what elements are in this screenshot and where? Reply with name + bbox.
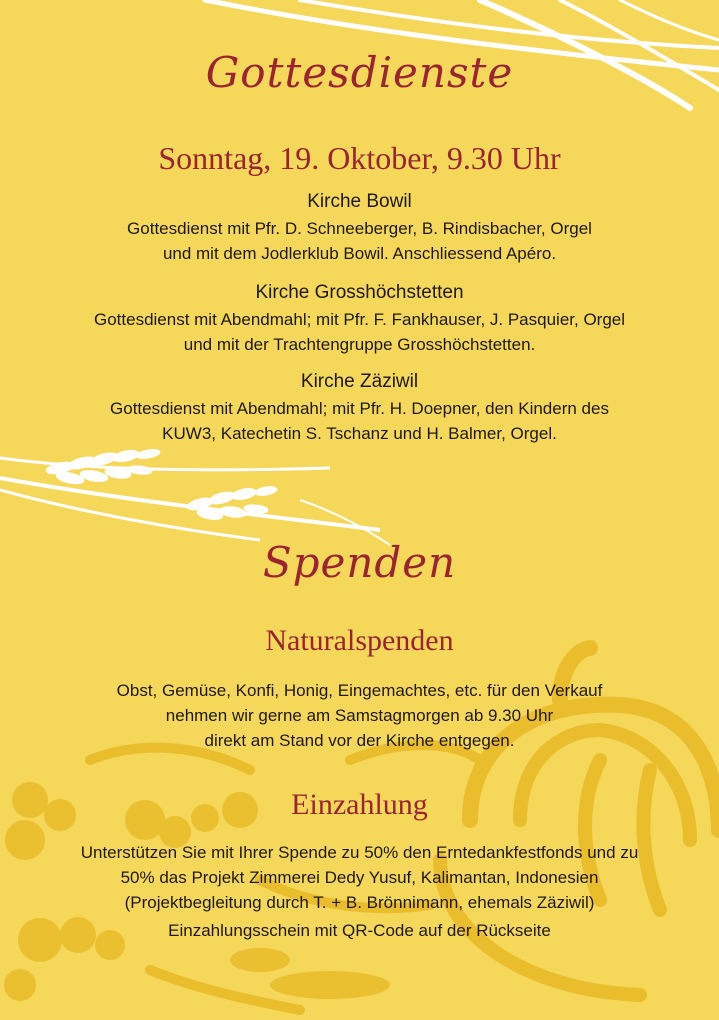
church-detail-line: KUW3, Katechetin S. Tschanz und H. Balmer, Orgel.	[162, 424, 557, 443]
church-name: Kirche Zäziwil	[300, 371, 419, 392]
church-detail-line: Gottesdienst mit Abendmahl; mit Pfr. H. Doepner, den Kindern des	[110, 399, 609, 418]
church-block-zaeziwil	[0, 370, 719, 446]
church-detail-line: und mit dem Jodlerklub Bowil. Anschliessend Apéro.	[162, 244, 557, 263]
church-detail-line: und mit der Trachtengruppe Grosshöchstetten.	[183, 335, 536, 354]
natural-donations-title: Naturalspenden	[265, 624, 454, 657]
natural-donations-line: nehmen wir gerne am Samstagmorgen ab 9.30 Uhr	[165, 706, 554, 725]
church-detail-line: Gottesdienst mit Pfr. D. Schneeberger, B. Rindisbacher, Orgel	[127, 219, 592, 238]
payment-line: 50% das Projekt Zimmerei Dedy Yusuf, Kalimantan, Indonesien	[120, 868, 599, 887]
church-block-grosshoechstetten	[0, 281, 719, 357]
church-name: Kirche Bowil	[307, 191, 412, 212]
services-date: Sonntag, 19. Oktober, 9.30 Uhr	[158, 140, 561, 176]
church-block-bowil	[0, 190, 719, 266]
payment-title: Einzahlung	[291, 788, 428, 821]
services-title: Gottesdienste	[205, 48, 514, 97]
payment-line: (Projektbegleitung durch T. + B. Brönnimann, ehemals Zäziwil)	[124, 893, 595, 912]
payment-line: Unterstützen Sie mit Ihrer Spende zu 50% den Erntedankfestfonds und zu	[80, 843, 639, 862]
natural-donations-line: Obst, Gemüse, Konfi, Honig, Eingemachtes, etc. für den Verkauf	[116, 681, 603, 700]
natural-donations-line: direkt am Stand vor der Kirche entgegen.	[204, 731, 515, 750]
church-detail-line: Gottesdienst mit Abendmahl; mit Pfr. F. Fankhauser, J. Pasquier, Orgel	[93, 310, 626, 329]
payment-text	[0, 840, 719, 943]
donations-title: Spenden	[262, 538, 457, 587]
payment-note: Einzahlungsschein mit QR-Code auf der Rückseite	[168, 921, 551, 940]
natural-donations-text	[0, 678, 719, 753]
church-name: Kirche Grosshöchstetten	[255, 282, 464, 303]
